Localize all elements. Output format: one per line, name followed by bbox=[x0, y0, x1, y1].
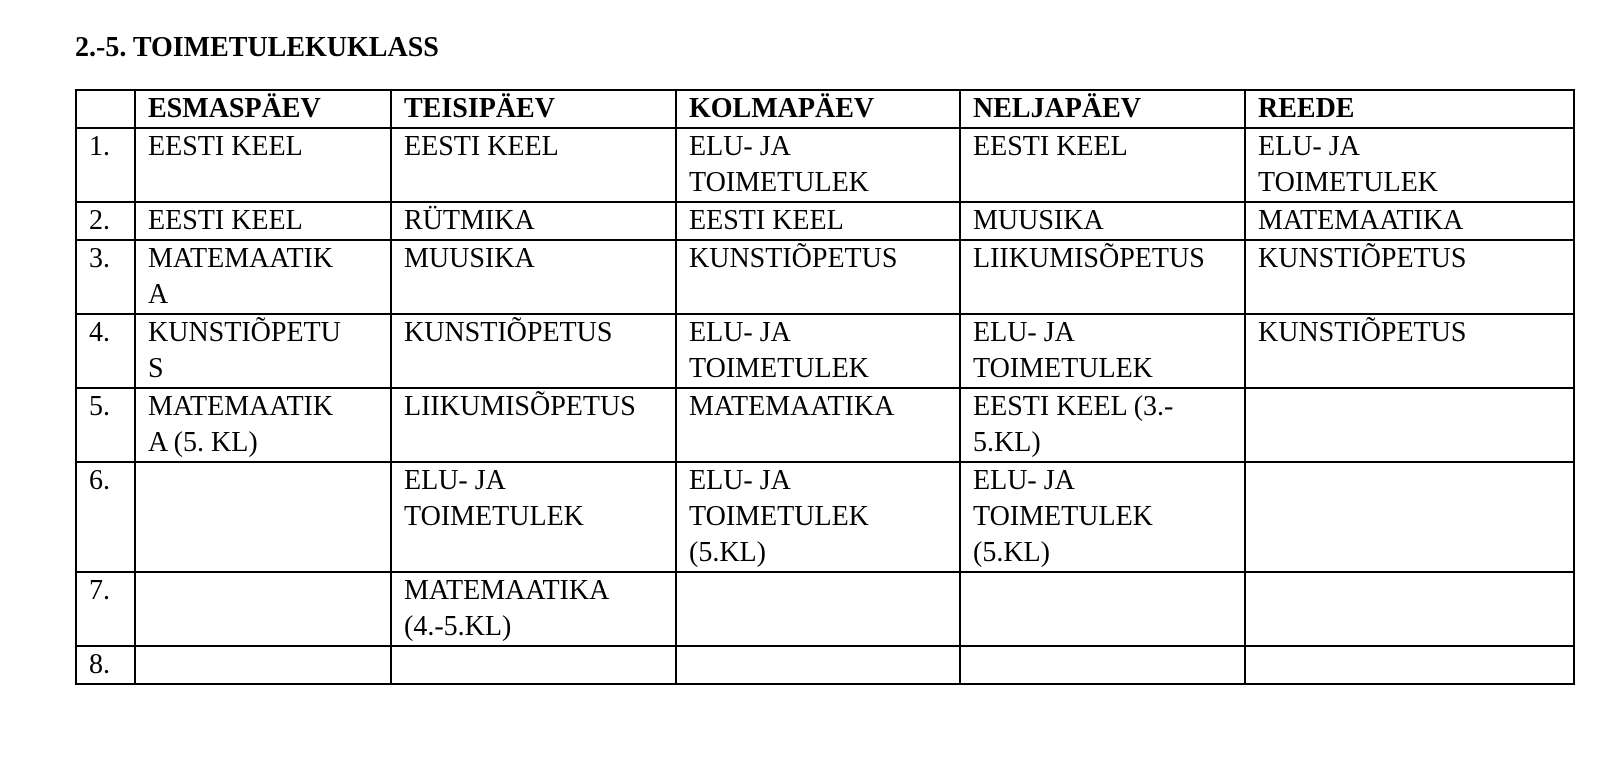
lesson-cell bbox=[676, 462, 960, 572]
lesson-row bbox=[76, 314, 1574, 388]
lesson-cell-text: KUNSTIÕPETUS bbox=[689, 243, 898, 274]
lesson-cell-text: ELU- JA bbox=[404, 465, 506, 496]
lesson-cell-text: A (5. KL) bbox=[148, 427, 258, 458]
lesson-cell-text: TOIMETULEK bbox=[689, 353, 869, 384]
lesson-cell bbox=[960, 240, 1245, 314]
lesson-cell bbox=[135, 462, 391, 572]
lesson-number-cell: 4. bbox=[76, 314, 135, 388]
lesson-number-cell: 2. bbox=[76, 202, 135, 240]
lesson-row bbox=[76, 240, 1574, 314]
lesson-cell-text: EESTI KEEL bbox=[689, 205, 844, 236]
lesson-cell-text: MATEMAATIKA bbox=[689, 391, 895, 422]
lesson-cell bbox=[676, 388, 960, 462]
lesson-cell bbox=[391, 646, 676, 684]
page-title: 2.-5. TOIMETULEKUKLASS bbox=[75, 32, 439, 63]
lesson-cell bbox=[1245, 128, 1574, 202]
lesson-cell bbox=[960, 128, 1245, 202]
lesson-cell-text: TOIMETULEK bbox=[1258, 167, 1438, 198]
lesson-cell-text: LIIKUMISÕPETUS bbox=[404, 391, 636, 422]
lesson-row bbox=[76, 572, 1574, 646]
lesson-cell bbox=[135, 202, 391, 240]
lesson-cell-text: ELU- JA bbox=[689, 131, 791, 162]
lesson-cell bbox=[391, 202, 676, 240]
lesson-cell-text: KUNSTIÕPETU bbox=[148, 317, 341, 348]
lesson-cell bbox=[135, 240, 391, 314]
lesson-cell bbox=[1245, 202, 1574, 240]
lesson-cell bbox=[676, 202, 960, 240]
lesson-cell bbox=[676, 314, 960, 388]
lesson-number-cell: 6. bbox=[76, 462, 135, 572]
lesson-cell-text: MUUSIKA bbox=[973, 205, 1104, 236]
lesson-cell-text: TOIMETULEK bbox=[689, 501, 869, 532]
lesson-row bbox=[76, 646, 1574, 684]
lesson-cell-text: MATEMAATIKA bbox=[1258, 205, 1464, 236]
lesson-cell-text: TOIMETULEK bbox=[973, 501, 1153, 532]
lesson-cell-text: KUNSTIÕPETUS bbox=[1258, 317, 1467, 348]
lesson-cell-text: ELU- JA bbox=[689, 465, 791, 496]
lesson-cell-text: S bbox=[148, 353, 164, 384]
lesson-cell-text: KUNSTIÕPETUS bbox=[404, 317, 613, 348]
lesson-cell bbox=[676, 646, 960, 684]
lesson-cell bbox=[135, 646, 391, 684]
lesson-cell bbox=[1245, 240, 1574, 314]
lesson-cell bbox=[676, 128, 960, 202]
lesson-cell bbox=[960, 314, 1245, 388]
lesson-cell bbox=[676, 240, 960, 314]
lesson-number-cell: 7. bbox=[76, 572, 135, 646]
lesson-cell-text: ELU- JA bbox=[689, 317, 791, 348]
lesson-cell-text: TOIMETULEK bbox=[404, 501, 584, 532]
lesson-cell-text: A bbox=[148, 279, 169, 310]
lesson-cell bbox=[391, 388, 676, 462]
lesson-cell bbox=[391, 314, 676, 388]
lesson-cell-text: EESTI KEEL bbox=[148, 131, 303, 162]
header-corner-cell bbox=[76, 90, 135, 128]
lesson-cell bbox=[391, 128, 676, 202]
lesson-cell-text: (5.KL) bbox=[973, 537, 1050, 568]
lesson-row bbox=[76, 388, 1574, 462]
lesson-cell-text: EESTI KEEL bbox=[148, 205, 303, 236]
header-row bbox=[76, 90, 1574, 128]
header-day-tuesday: TEISIPÄEV bbox=[391, 90, 676, 128]
lesson-cell-text: TOIMETULEK bbox=[973, 353, 1153, 384]
lesson-row bbox=[76, 202, 1574, 240]
lesson-cell bbox=[676, 572, 960, 646]
lesson-cell bbox=[1245, 388, 1574, 462]
lesson-cell bbox=[1245, 462, 1574, 572]
lesson-cell bbox=[135, 388, 391, 462]
lesson-cell-text: MATEMAATIKA bbox=[404, 575, 610, 606]
lesson-cell-text: LIIKUMISÕPETUS bbox=[973, 243, 1205, 274]
lesson-cell bbox=[391, 240, 676, 314]
lesson-cell-text: MATEMAATIK bbox=[148, 391, 334, 422]
lesson-cell-text: TOIMETULEK bbox=[689, 167, 869, 198]
lesson-cell-text: ELU- JA bbox=[973, 317, 1075, 348]
lesson-cell-text: EESTI KEEL bbox=[973, 131, 1128, 162]
lesson-number-cell: 8. bbox=[76, 646, 135, 684]
lesson-cell bbox=[135, 314, 391, 388]
lesson-cell-text: MUUSIKA bbox=[404, 243, 535, 274]
lesson-number-cell: 1. bbox=[76, 128, 135, 202]
lesson-cell bbox=[391, 462, 676, 572]
lesson-cell bbox=[1245, 646, 1574, 684]
lesson-row bbox=[76, 128, 1574, 202]
header-day-thursday: NELJAPÄEV bbox=[960, 90, 1245, 128]
lesson-number-cell: 5. bbox=[76, 388, 135, 462]
lesson-cell-text: ELU- JA bbox=[973, 465, 1075, 496]
lesson-cell bbox=[1245, 314, 1574, 388]
header-day-friday: REEDE bbox=[1245, 90, 1574, 128]
lesson-cell-text: ELU- JA bbox=[1258, 131, 1360, 162]
lesson-cell-text: MATEMAATIK bbox=[148, 243, 334, 274]
lesson-cell-text: KUNSTIÕPETUS bbox=[1258, 243, 1467, 274]
lesson-cell bbox=[1245, 572, 1574, 646]
lesson-row bbox=[76, 462, 1574, 572]
lesson-cell bbox=[960, 388, 1245, 462]
lesson-cell-text: (5.KL) bbox=[689, 537, 766, 568]
lesson-cell bbox=[135, 128, 391, 202]
lesson-cell bbox=[960, 462, 1245, 572]
lesson-cell bbox=[135, 572, 391, 646]
header-day-monday: ESMASPÄEV bbox=[135, 90, 391, 128]
lesson-number-cell: 3. bbox=[76, 240, 135, 314]
lesson-cell-text: EESTI KEEL (3.- bbox=[973, 391, 1174, 422]
lesson-cell bbox=[391, 572, 676, 646]
lesson-cell bbox=[960, 202, 1245, 240]
lesson-cell bbox=[960, 646, 1245, 684]
timetable bbox=[75, 89, 1575, 685]
header-day-wednesday: KOLMAPÄEV bbox=[676, 90, 960, 128]
lesson-cell-text: (4.-5.KL) bbox=[404, 611, 512, 642]
lesson-cell-text: RÜTMIKA bbox=[404, 205, 535, 236]
lesson-cell bbox=[960, 572, 1245, 646]
lesson-cell-text: EESTI KEEL bbox=[404, 131, 559, 162]
lesson-cell-text: 5.KL) bbox=[973, 427, 1041, 458]
